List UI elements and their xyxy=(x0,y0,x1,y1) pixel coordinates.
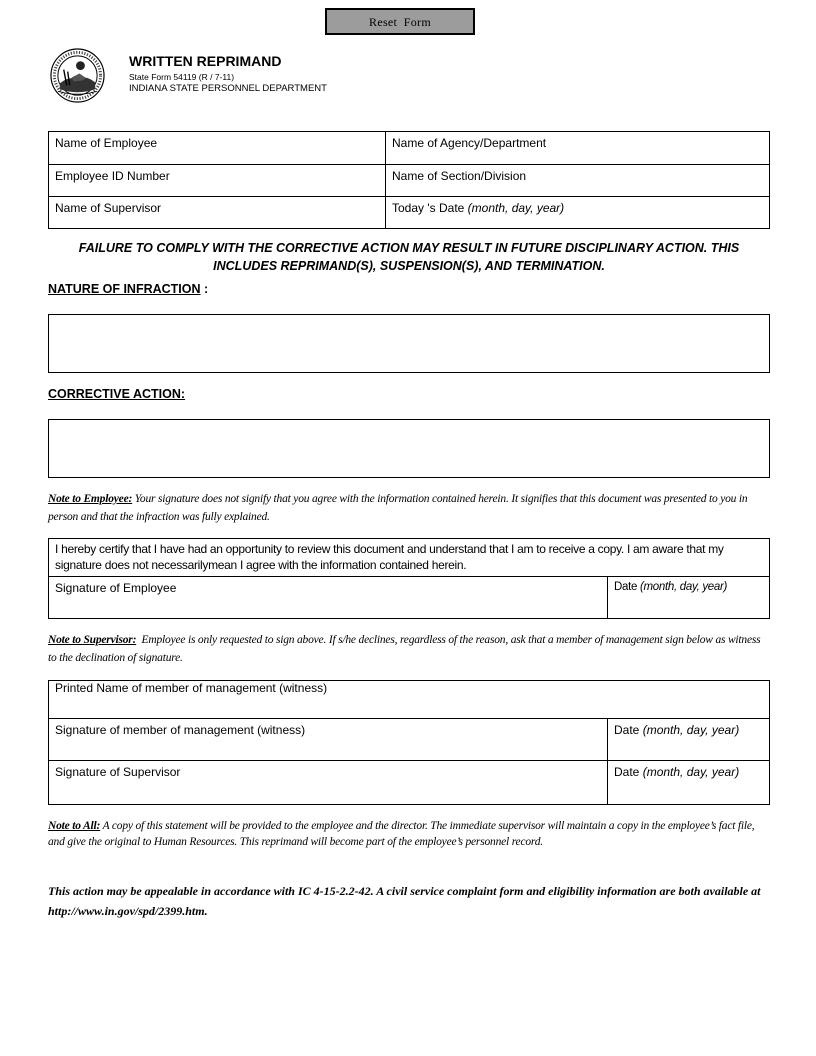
note-to-supervisor-lead: Note to Supervisor: xyxy=(48,634,137,646)
reset-form-button[interactable] xyxy=(325,8,475,35)
nature-heading-suffix: : xyxy=(200,282,209,296)
nature-heading-label: NATURE OF INFRACTION xyxy=(48,282,201,296)
note-to-supervisor xyxy=(48,631,770,667)
corrective-action-field[interactable] xyxy=(48,419,770,478)
witness-table xyxy=(48,680,770,805)
certification-text: I hereby certify that I have had an opportunity to review this document and understand that I am to receive a copy. I am aware that my signature does not necessarilymean I agree with the information contained herein. xyxy=(49,539,770,577)
employee-id-label: Employee ID Number xyxy=(55,169,170,183)
supervisor-signature-field[interactable] xyxy=(49,761,608,805)
warning-text: FAILURE TO COMPLY WITH THE CORRECTIVE ACTION MAY RESULT IN FUTURE DISCIPLINARY ACTION. THIS INCLUDES REPRIMAND(S), SUSPENSION(S), AND TERMINATION. xyxy=(78,241,740,273)
supervisor-signature-label: Signature of Supervisor xyxy=(55,765,181,779)
appeal-notice: This action may be appealable in accordance with IC 4-15-2.2-42. A civil service complaint form and eligibility information are both available at http://www.in.gov/spd/2399.htm. xyxy=(48,884,761,918)
employee-signature-field[interactable] xyxy=(49,577,608,619)
nature-of-infraction-field[interactable] xyxy=(48,314,770,373)
printed-name-witness-label: Printed Name of member of management (witness) xyxy=(55,681,328,695)
employee-signature-date-field[interactable] xyxy=(608,577,770,619)
supervisor-date-field[interactable] xyxy=(608,761,770,805)
employee-name-label: Name of Employee xyxy=(55,136,158,150)
witness-date-label: Date xyxy=(614,723,640,737)
supervisor-name-label: Name of Supervisor xyxy=(55,201,162,215)
reset-form-label: Reset Form xyxy=(369,15,431,29)
todays-date-field[interactable] xyxy=(386,197,770,229)
witness-date-field[interactable] xyxy=(608,719,770,761)
employee-id-field[interactable] xyxy=(49,165,386,197)
section-field[interactable] xyxy=(386,165,770,197)
employee-name-field[interactable] xyxy=(49,132,386,165)
todays-date-hint: (month, day, year) xyxy=(467,201,565,215)
department-name: INDIANA STATE PERSONNEL DEPARTMENT xyxy=(129,83,327,94)
employee-date-label: Date xyxy=(614,581,638,593)
employee-info-table xyxy=(48,131,770,229)
todays-date-label: Today 's Date xyxy=(392,201,465,215)
employee-date-hint: (month, day, year) xyxy=(640,581,728,593)
form-number: State Form 54119 (R / 7-11) xyxy=(129,72,235,82)
note-to-all-text: A copy of this statement will be provided to the employee and the director. The immediate supervisor will maintain a copy in the employee’s fact file, and give the original to Human Resources. This reprimand will become part of the employee’s personnel record. xyxy=(48,820,755,848)
state-seal-icon xyxy=(50,48,105,103)
witness-signature-label: Signature of member of management (witness) xyxy=(55,723,306,737)
witness-signature-field[interactable] xyxy=(49,719,608,761)
note-to-all-lead: Note to All: xyxy=(48,820,101,832)
printed-name-witness-field[interactable] xyxy=(49,681,770,719)
supervisor-date-label: Date xyxy=(614,765,640,779)
employee-signature-label: Signature of Employee xyxy=(55,581,177,595)
corrective-heading-label: CORRECTIVE ACTION: xyxy=(48,387,186,401)
note-to-employee-lead: Note to Employee: xyxy=(48,493,133,505)
note-to-supervisor-text: Employee is only requested to sign above. If s/he declines, regardless of the reason, ask that a member of management sign below as witness to the declination of signature. xyxy=(48,634,764,664)
employee-signature-table xyxy=(48,538,770,619)
nature-heading xyxy=(48,282,208,296)
note-to-employee xyxy=(48,490,770,526)
note-to-all xyxy=(48,818,770,850)
agency-field[interactable] xyxy=(386,132,770,165)
witness-date-hint: (month, day, year) xyxy=(642,723,740,737)
supervisor-name-field[interactable] xyxy=(49,197,386,229)
note-to-employee-text: Your signature does not signify that you agree with the information contained herein. It signifies that this document was presented to you in person and that the infraction was fully explained. xyxy=(48,493,748,523)
section-label: Name of Section/Division xyxy=(392,169,527,183)
corrective-heading xyxy=(48,387,185,401)
form-title: WRITTEN REPRIMAND xyxy=(129,53,282,69)
agency-label: Name of Agency/Department xyxy=(392,136,547,150)
supervisor-date-hint: (month, day, year) xyxy=(642,765,740,779)
